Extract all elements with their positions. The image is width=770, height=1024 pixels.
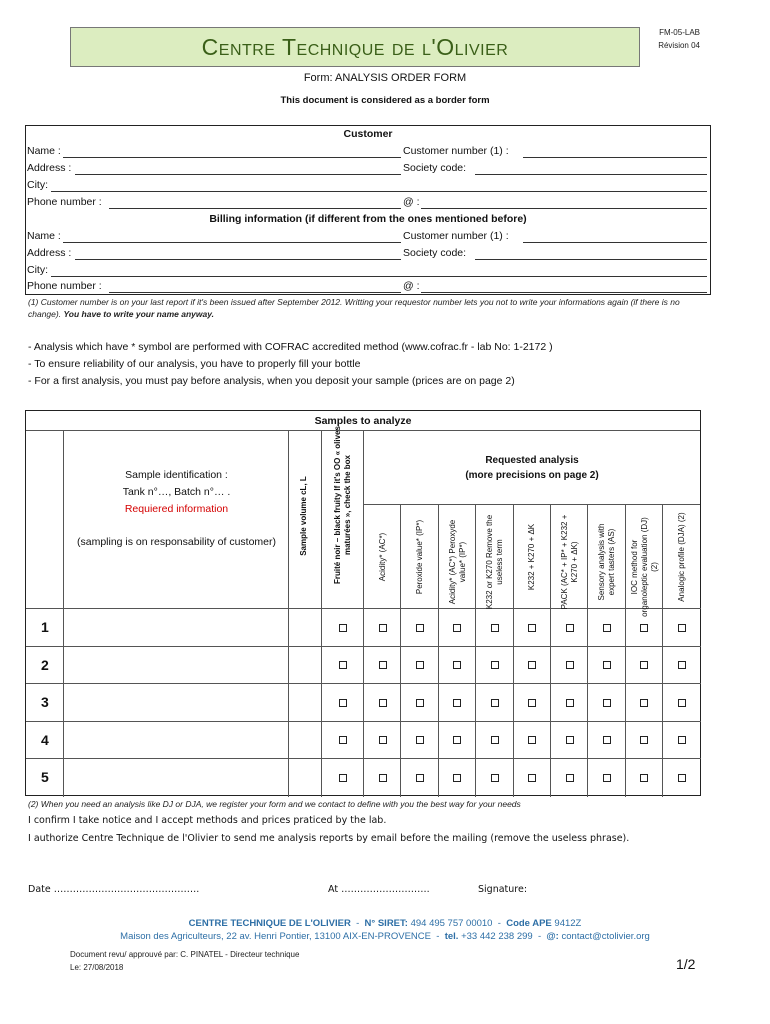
customer-heading: Customer [343,128,393,140]
footer-org: CENTRE TECHNIQUE DE L'OLIVIER [188,918,351,929]
sample-row-5-fruity [322,759,364,797]
samples-heading-cell [26,411,700,431]
analysis-checkbox[interactable] [640,624,648,632]
analysis-header-5 [514,505,551,609]
billing-name-field[interactable] [63,242,401,243]
sample-row-5-analysis-2 [401,759,438,797]
analysis-label-3: Acidity* (AC*) Peroxyde value* (IP*) [447,519,467,605]
customer-number-footnote: (1) Customer number is on your last report if it's been issued after September 2012. Writting your requestor number lets you not to write your informations again (if there is no change). You have to write your name anyway. [28,297,680,319]
customer-name-label: Name : [27,145,61,157]
sample-row-2-analysis-9 [663,647,700,685]
analysis-header-4 [476,505,513,609]
analysis-label-6: PACK (AC* + IP* + K232 + K270 + ΔK) [559,514,579,610]
dj-footnote: (2) When you need an analysis like DJ or DJA, we register your form and we contact to define with you the best way for your needs [28,799,521,809]
row-number: 1 [41,619,49,635]
footer-siret-label: N° SIRET: [364,918,408,929]
sample-row-5-analysis-1 [364,759,401,797]
billing-address-row [27,247,709,262]
billing-name-row [27,230,709,245]
sample-row-4-analysis-9 [663,722,700,760]
analysis-checkbox[interactable] [416,661,424,669]
analysis-checkbox[interactable] [491,774,499,782]
billing-society-field[interactable] [475,259,707,260]
analysis-checkbox[interactable] [566,699,574,707]
billing-phone-field[interactable] [109,292,401,293]
analysis-checkbox[interactable] [603,736,611,744]
volume-label: Sample volume cL, L [299,476,308,556]
samples-heading: Samples to analyze [314,415,412,427]
analysis-checkbox[interactable] [416,736,424,744]
document-reference [658,26,700,52]
doc-code: FM-05-LAB [659,28,700,37]
sample-row-4-analysis-8 [626,722,663,760]
sample-row-2-analysis-5 [514,647,551,685]
place-field[interactable]: At ………………………. [328,884,430,895]
sample-row-2-analysis-8 [626,647,663,685]
billing-phone-label: Phone number : [27,280,102,292]
analysis-checkbox[interactable] [453,736,461,744]
analysis-header-9 [663,505,700,609]
sample-row-2-analysis-7 [588,647,625,685]
ident-title: Sample identification : [125,469,228,481]
revision: Révision 04 [658,41,700,50]
analysis-checkbox[interactable] [640,699,648,707]
sample-row-1-number [26,609,64,647]
ident-note: (sampling is on responsability of customer) [77,536,276,548]
customer-city-field[interactable] [51,191,707,192]
sample-row-1-analysis-2 [401,609,438,647]
sample-row-4-analysis-1 [364,722,401,760]
sample-row-4-number [26,722,64,760]
approval-date: Le: 27/08/2018 [70,963,124,972]
footer-email[interactable]: contact@ctolivier.org [561,931,650,942]
organization-title: Centre Technique de l'Olivier [70,27,640,67]
analysis-header-6 [551,505,588,609]
sample-row-1-fruity [322,609,364,647]
sample-row-3-analysis-2 [401,684,438,722]
billing-city-row [27,264,709,279]
volume-header [289,431,322,609]
analysis-checkbox[interactable] [528,774,536,782]
analysis-label-2: Peroxide value* (IP*) [415,519,425,595]
customer-society-field[interactable] [475,174,707,175]
analysis-checkbox[interactable] [566,624,574,632]
customer-address-row [27,162,709,177]
analysis-checkbox[interactable] [640,774,648,782]
customer-number-label: Customer number (1) : [403,145,509,157]
customer-email-label: @ : [403,196,420,208]
analysis-checkbox[interactable] [379,624,387,632]
sample-row-3-analysis-7 [588,684,625,722]
fruity-header [322,426,364,609]
sample-row-4-volume[interactable] [289,722,322,760]
analysis-checkbox[interactable] [528,661,536,669]
page-number: 1/2 [676,956,696,972]
analysis-checkbox[interactable] [379,699,387,707]
customer-phone-label: Phone number : [27,196,102,208]
analysis-checkbox[interactable] [566,661,574,669]
info-payment: - For a first analysis, you must pay before analysis, when you deposit your sample (prices are on page 2) [28,375,515,387]
analysis-checkbox[interactable] [453,624,461,632]
billing-heading: Billing information (if different from the ones mentioned before) [209,213,527,225]
form-subtitle: This document is considered as a border form [280,95,490,106]
analysis-checkbox[interactable] [491,699,499,707]
analysis-header-7 [588,505,625,609]
customer-society-label: Society code: [403,162,467,174]
fruity-checkbox[interactable] [339,774,347,782]
sample-row-4-fruity [322,722,364,760]
form-title: Form: ANALYSIS ORDER FORM [303,72,467,84]
analysis-label-8: IOC method for organoleptic evaluation (DJ) (2) [629,517,659,617]
analysis-header-8 [626,505,663,617]
sample-row-3-analysis-5 [514,684,551,722]
sample-row-3-number [26,684,64,722]
billing-number-field[interactable] [523,242,707,243]
sample-row-5-analysis-8 [626,759,663,797]
sample-row-5-analysis-6 [551,759,588,797]
analysis-checkbox[interactable] [491,661,499,669]
billing-number-label: Customer number (1) : [403,230,509,242]
analysis-checkbox[interactable] [603,699,611,707]
sample-row-1-identification[interactable] [64,609,289,647]
footer-email-label: @: [546,931,559,942]
billing-city-field[interactable] [51,276,707,277]
sample-row-4-identification[interactable] [64,722,289,760]
analysis-checkbox[interactable] [379,736,387,744]
billing-email-field[interactable] [421,292,707,293]
analysis-checkbox[interactable] [566,774,574,782]
sample-row-1-analysis-4 [476,609,513,647]
analysis-label-4: K232 or K270 Remove the useless term [484,514,504,610]
row-number: 4 [41,731,49,748]
customer-number-field[interactable] [523,157,707,158]
customer-name-field[interactable] [63,157,401,158]
sample-row-3-analysis-3 [439,684,476,722]
footer-ape-label: Code APE [506,918,552,929]
sample-row-1-analysis-8 [626,609,663,647]
row-number-header [26,431,64,609]
customer-city-label: City: [27,179,48,191]
analysis-label-1: Acidity* (AC*) [377,532,387,582]
ident-required: Requiered information [124,503,229,515]
sample-row-1-analysis-3 [439,609,476,647]
analysis-checkbox[interactable] [678,774,686,782]
sample-row-1-analysis-6 [551,609,588,647]
requested-analysis-header [364,431,700,505]
sample-row-3-volume[interactable] [289,684,322,722]
billing-phone-row [27,280,709,295]
date-field[interactable]: Date ………………………………………. [28,884,200,895]
sample-row-2-fruity [322,647,364,685]
billing-city-label: City: [27,264,48,276]
sample-row-4-analysis-5 [514,722,551,760]
sample-row-1-volume[interactable] [289,609,322,647]
footnote-bold: You have to write your name anyway. [63,309,214,319]
row-number: 3 [41,694,49,710]
sample-row-5-number [26,759,64,797]
footer-address: Maison des Agriculteurs, 22 av. Henri Pontier, 13100 AIX-EN-PROVENCE [120,931,431,942]
ident-line2: Tank n°…, Batch n°… . [122,486,231,498]
samples-table [25,410,701,796]
analysis-label-9: Analogic profile (DJA) (2) [676,512,686,602]
sample-row-2-analysis-4 [476,647,513,685]
sample-row-2-identification[interactable] [64,647,289,685]
fruity-label: Fruité noir – black fruity If it's OO « olives maturées », check the box [333,426,352,584]
sample-row-5-volume[interactable] [289,759,322,797]
sample-row-1-analysis-7 [588,609,625,647]
sample-row-3-analysis-9 [663,684,700,722]
customer-email-field[interactable] [421,208,707,209]
analysis-checkbox[interactable] [528,736,536,744]
customer-phone-field[interactable] [109,208,401,209]
sample-row-4-analysis-4 [476,722,513,760]
footer-siret: 494 495 757 00010 [410,918,493,929]
info-bottle: - To ensure reliability of our analysis, you have to properly fill your bottle [28,358,361,370]
sample-row-5-analysis-4 [476,759,513,797]
sample-row-2-analysis-2 [401,647,438,685]
analysis-checkbox[interactable] [528,699,536,707]
sample-row-3-analysis-1 [364,684,401,722]
billing-address-label: Address : [27,247,72,259]
sample-row-2-number [26,647,64,685]
billing-name-label: Name : [27,230,61,242]
analysis-checkbox[interactable] [640,661,648,669]
analysis-checkbox[interactable] [416,699,424,707]
analysis-checkbox[interactable] [603,624,611,632]
approval-line: Document revu/ approuvé par: C. PINATEL - Directeur technique [70,950,300,959]
analysis-header-2 [401,505,438,609]
analysis-checkbox[interactable] [453,699,461,707]
sample-row-1-analysis-1 [364,609,401,647]
sample-row-4-analysis-6 [551,722,588,760]
sample-row-3-analysis-8 [626,684,663,722]
sample-row-2-analysis-3 [439,647,476,685]
footer-ape: 9412Z [554,918,582,929]
analysis-checkbox[interactable] [678,736,686,744]
analysis-checkbox[interactable] [678,624,686,632]
analysis-checkbox[interactable] [379,774,387,782]
analysis-checkbox[interactable] [416,774,424,782]
sample-row-1-analysis-9 [663,609,700,647]
sample-row-2-volume[interactable] [289,647,322,685]
fruity-checkbox[interactable] [339,624,347,632]
customer-city-row [27,179,709,194]
billing-email-label: @ : [403,280,420,292]
requested-title: Requested analysis [485,455,579,466]
confirm-text: I confirm I take notice and I accept methods and prices praticed by the lab. [28,815,387,826]
row-number: 5 [41,769,49,785]
sample-row-5-analysis-7 [588,759,625,797]
analysis-checkbox[interactable] [416,624,424,632]
analysis-checkbox[interactable] [453,661,461,669]
sample-row-4-analysis-7 [588,722,625,760]
analysis-checkbox[interactable] [603,661,611,669]
requested-sub: (more precisions on page 2) [465,470,599,481]
analysis-checkbox[interactable] [678,661,686,669]
sample-row-2-analysis-1 [364,647,401,685]
analysis-label-5: K232 + K270 + ΔK [527,523,537,591]
analysis-checkbox[interactable] [640,736,648,744]
footer-tel-label: tel. [444,931,459,942]
billing-address-field[interactable] [75,259,401,260]
customer-name-row [27,145,709,160]
fruity-checkbox[interactable] [339,736,347,744]
signature-field[interactable]: Signature: [478,884,528,895]
analysis-label-7: Sensory analysis with expert tasters (AS) [597,523,617,601]
analysis-checkbox[interactable] [491,736,499,744]
sample-row-5-analysis-3 [439,759,476,797]
sample-row-5-analysis-9 [663,759,700,797]
analysis-checkbox[interactable] [379,661,387,669]
info-cofrac: - Analysis which have * symbol are performed with COFRAC accredited method (www.cofrac.fr - lab No: 1-2172 ) [28,341,553,353]
customer-phone-row [27,196,709,211]
authorize-text: I authorize Centre Technique de l'Olivier to send me analysis reports by email before the mailing (remove the useless phrase). [28,833,630,844]
fruity-checkbox[interactable] [339,699,347,707]
sample-row-4-analysis-3 [439,722,476,760]
sample-row-1-analysis-5 [514,609,551,647]
sample-row-3-fruity [322,684,364,722]
sample-row-3-analysis-4 [476,684,513,722]
analysis-checkbox[interactable] [603,774,611,782]
customer-address-field[interactable] [75,174,401,175]
analysis-header-3 [439,505,476,609]
customer-address-label: Address : [27,162,72,174]
footer-company-line: CENTRE TECHNIQUE DE L'OLIVIER - N° SIRET: 494 495 757 00010 - Code APE 9412Z [188,918,582,929]
row-number: 2 [41,656,49,673]
analysis-checkbox[interactable] [453,774,461,782]
sample-row-3-identification[interactable] [64,684,289,722]
analysis-checkbox[interactable] [566,736,574,744]
footer-tel: +33 442 238 299 [461,931,533,942]
fruity-checkbox[interactable] [339,661,347,669]
sample-row-3-analysis-6 [551,684,588,722]
analysis-checkbox[interactable] [528,624,536,632]
footer-address-line: Maison des Agriculteurs, 22 av. Henri Pontier, 13100 AIX-EN-PROVENCE - tel. +33 442 238 299 - @: contact@ctolivier.org [120,931,650,942]
analysis-checkbox[interactable] [491,624,499,632]
sample-row-4-analysis-2 [401,722,438,760]
billing-society-label: Society code: [403,247,467,259]
sample-identification-header [64,431,289,609]
sample-row-2-analysis-6 [551,647,588,685]
sample-row-5-analysis-5 [514,759,551,797]
analysis-checkbox[interactable] [678,699,686,707]
sample-row-5-identification[interactable] [64,759,289,797]
analysis-header-1 [364,505,401,609]
